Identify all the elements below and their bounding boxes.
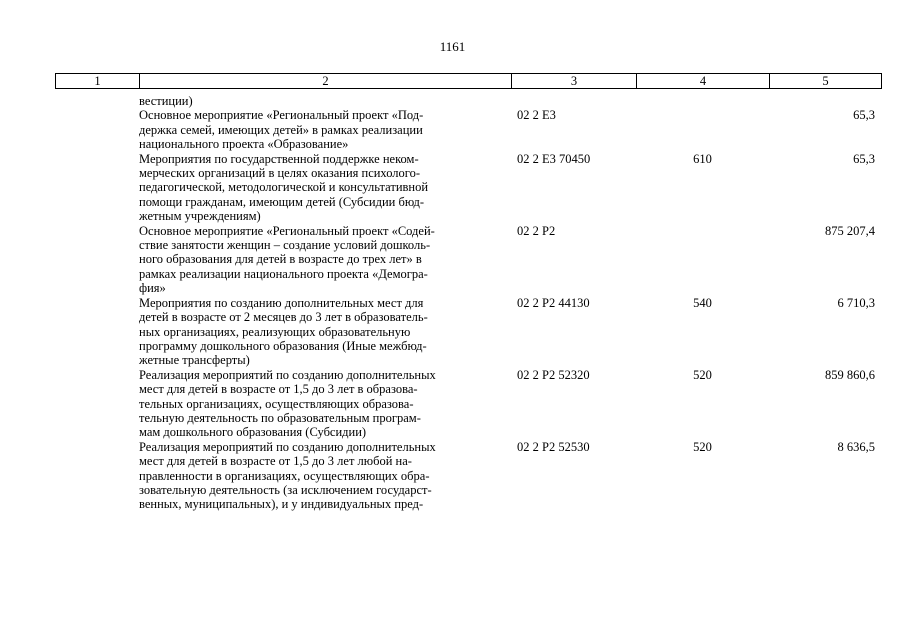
description-line: педагогической, методологической и консультативной	[139, 180, 429, 195]
header-col-5: 5	[770, 74, 882, 89]
cell-description	[139, 224, 511, 296]
cell-type: 520	[693, 439, 712, 454]
description-line: ствие занятости женщин – создание условий дошколь-	[139, 238, 431, 253]
description-line: ного образования для детей в возрасте до трех лет» в	[139, 252, 422, 267]
table-row	[55, 296, 881, 368]
header-col-3: 3	[512, 74, 637, 89]
cell-amount	[769, 94, 881, 108]
cell-amount: 8 636,5	[837, 439, 875, 454]
cell-type	[636, 108, 769, 151]
description-line: рамках реализации национального проекта «Демогра-	[139, 266, 428, 281]
cell-description	[139, 440, 511, 512]
description-line: Основное мероприятие «Региональный проект «Содей-	[139, 223, 435, 238]
cell-description	[139, 368, 511, 440]
cell-type: 520	[693, 367, 712, 382]
table-row	[55, 440, 881, 512]
description-line: программу дошкольного образования (Иные межбюд-	[139, 338, 427, 353]
description-line: жетные трансферты)	[139, 353, 250, 368]
description-line: Реализация мероприятий по созданию дополнительных	[139, 367, 436, 382]
description-line: фия»	[139, 281, 166, 296]
description-line: помощи гражданам, имеющим детей (Субсидии бюд-	[139, 194, 425, 209]
cell-type	[636, 224, 769, 296]
description-line: мест для детей в возрасте от 1,5 до 3 лет в образова-	[139, 382, 418, 397]
cell-empty	[55, 94, 139, 108]
description-line: Основное мероприятие «Региональный проект «Под-	[139, 108, 424, 123]
description-line: мерческих организаций в целях оказания психолого-	[139, 166, 421, 181]
cell-code: 02 2 P2 52530	[517, 439, 590, 454]
header-col-4: 4	[637, 74, 770, 89]
cell-description	[139, 296, 511, 368]
cell-code: 02 2 E3 70450	[517, 151, 591, 166]
description-line: национального проекта «Образование»	[139, 137, 349, 152]
table-row	[55, 108, 881, 151]
cell-type	[636, 94, 769, 108]
table-row	[55, 94, 881, 108]
description-line: мест для детей в возрасте от 1,5 до 3 лет любой на-	[139, 454, 412, 469]
page-number: 1161	[439, 39, 466, 54]
header-row	[56, 74, 882, 89]
description-line: венных, муниципальных), и у индивидуальных пред-	[139, 497, 424, 512]
description-line: тельную деятельность по образовательным програм-	[139, 410, 421, 425]
cell-empty	[55, 152, 139, 224]
cell-description	[139, 94, 511, 108]
table-row	[55, 224, 881, 296]
cell-code: 02 2 P2 44130	[517, 295, 590, 310]
description-line: ных организациях, реализующих образовательную	[139, 324, 411, 339]
description-line: зовательную деятельность (за исключением государст-	[139, 482, 432, 497]
cell-type: 610	[693, 151, 712, 166]
cell-amount: 65,3	[853, 151, 875, 166]
header-col-2: 2	[140, 74, 512, 89]
description-line: держка семей, имеющих детей» в рамках реализации	[139, 122, 423, 137]
description-line: тельных организациях, осуществляющих образова-	[139, 396, 414, 411]
table-row	[55, 152, 881, 224]
table-row	[55, 368, 881, 440]
header-col-1: 1	[56, 74, 140, 89]
cell-description	[139, 108, 511, 151]
description-line: вестиции)	[139, 94, 193, 108]
cell-code: 02 2 E3	[517, 108, 556, 123]
cell-empty	[55, 296, 139, 368]
cell-amount: 6 710,3	[837, 295, 875, 310]
description-line: мам дошкольного образования (Субсидии)	[139, 425, 367, 440]
description-line: детей в возрасте от 2 месяцев до 3 лет в образователь-	[139, 310, 428, 325]
table-body	[55, 94, 881, 512]
cell-amount: 859 860,6	[825, 367, 875, 382]
description-line: правленности в организациях, осуществляющих обра-	[139, 468, 430, 483]
description-line: Мероприятия по созданию дополнительных мест для	[139, 295, 424, 310]
cell-empty	[55, 440, 139, 512]
description-line: жетным учреждениям)	[139, 209, 261, 224]
cell-amount: 875 207,4	[825, 223, 875, 238]
cell-type: 540	[693, 295, 712, 310]
description-line: Мероприятия по государственной поддержке неком-	[139, 151, 419, 166]
description-line: Реализация мероприятий по созданию дополнительных	[139, 439, 436, 454]
cell-code: 02 2 P2	[517, 223, 556, 238]
cell-code: 02 2 P2 52320	[517, 367, 590, 382]
cell-code	[511, 94, 636, 108]
cell-empty	[55, 108, 139, 151]
cell-amount: 65,3	[853, 108, 875, 123]
table-header	[55, 73, 882, 89]
cell-empty	[55, 368, 139, 440]
cell-description	[139, 152, 511, 224]
cell-empty	[55, 224, 139, 296]
